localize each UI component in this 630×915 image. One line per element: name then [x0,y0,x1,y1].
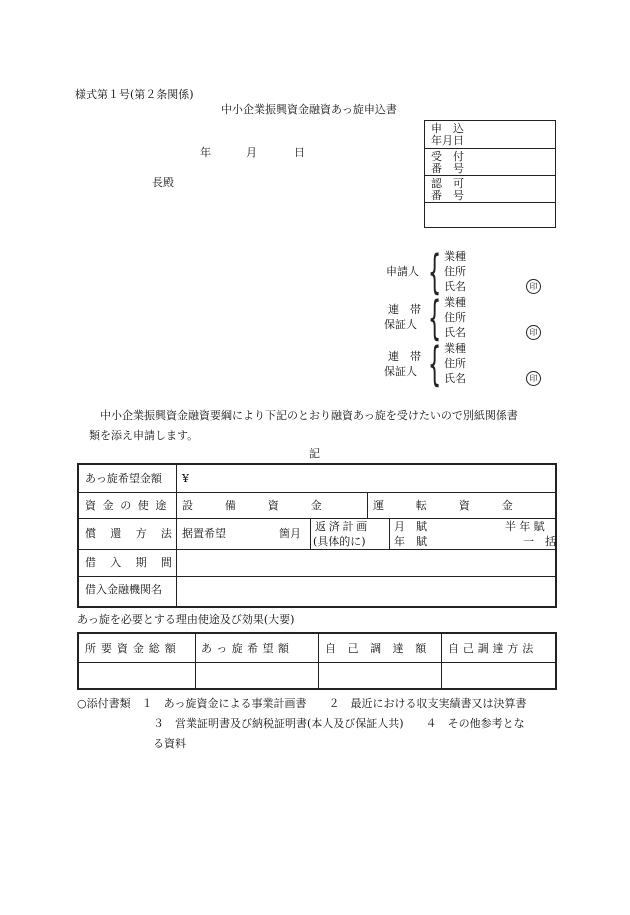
application-date-row [425,121,555,149]
application-date-label-2: 年月日 [431,134,464,147]
repayment-label: 償還方法 [85,527,187,540]
application-date-label-1: 申 込 [431,122,464,135]
form-number: 様式第１号(第２条関係) [75,88,194,101]
reason-label: あっ旋を必要とする理由使途及び効果(大要) [77,613,295,626]
receipt-number-row [425,149,555,176]
request-text-line2: 類を添え申請します。 [89,429,199,442]
loan-details-table [77,463,557,608]
receipt-number-label-2: 番 号 [431,162,464,175]
equipment-fund-label: 設備資金 [182,499,354,512]
guarantor2-label-bottom: 保証人 [384,365,417,378]
approval-number-label-1: 認 可 [431,177,464,190]
monthly-installment-label: 月 賦 [394,520,427,533]
guarantor1-name-label: 氏名 [444,326,466,339]
approval-number-row [425,176,555,203]
date-year-label: 年 [200,146,211,159]
applicant-industry-label: 業種 [444,250,466,263]
yearly-installment-label: 年 賦 [394,535,427,548]
applicant-name-label: 氏名 [444,280,466,293]
receipt-number-label-1: 受 付 [431,150,464,163]
self-funding-method-header: 自己調達方法 [448,642,538,655]
document-title: 中小企業振興資金融資あっ旋申込書 [221,103,397,116]
yen-mark: ¥ [182,472,189,485]
usage-label: 資金の使途 [85,499,173,512]
lump-sum-label: 一 括 [523,535,556,548]
applicant-seal-mark: 印 [526,279,541,294]
reception-box [424,120,556,228]
guarantor1-seal-mark: 印 [526,325,541,340]
guarantor1-brace: { [428,291,442,345]
repayment-plan-detail: (具体的に) [313,535,366,548]
guarantor1-label-top: 連 帯 [388,303,421,316]
operating-fund-label: 運転資金 [373,499,545,512]
guarantor2-name-label: 氏名 [444,372,466,385]
total-required-header: 所要資金総額 [85,642,181,655]
guarantor2-label-top: 連 帯 [388,350,421,363]
loan-period-label: 借入期間 [85,556,187,569]
guarantor2-seal-mark: 印 [526,371,541,386]
amount-label: あっ旋希望金額 [85,472,162,485]
semiannual-installment-label: 半年賦 [505,520,548,533]
addressee: 長殿 [152,176,174,189]
approval-number-label-2: 番 号 [431,189,464,202]
repayment-plan-label: 返済計画 [315,520,370,533]
guarantor1-label-bottom: 保証人 [384,318,417,331]
financial-institution-label: 借入金融機関名 [85,583,162,596]
guarantor2-address-label: 住所 [444,357,466,370]
desired-amount-header: あっ旋希望額 [201,642,294,655]
guarantor2-brace: { [428,337,442,391]
attachments-line3: る資料 [153,737,186,750]
guarantor2-industry-label: 業種 [444,342,466,355]
applicant-address-label: 住所 [444,265,466,278]
request-text-line1: 中小企業振興資金融資要綱により下記のとおり融資あっ旋を受けたいので別紙関係書 [100,409,518,422]
date-month-label: 月 [246,146,257,159]
grace-period-label: 据置希望 [182,527,226,540]
months-label: 箇月 [279,527,301,540]
funding-summary-table [77,632,557,690]
applicant-brace: { [428,245,442,299]
attachments-line2: ３ 営業証明書及び納税証明書(本人及び保証人共) ４ その他参考とな [153,717,525,730]
ki-marker: 記 [309,447,320,460]
guarantor1-address-label: 住所 [444,311,466,324]
date-day-label: 日 [294,146,305,159]
guarantor1-industry-label: 業種 [444,296,466,309]
self-funding-header: 自己調達額 [325,642,438,655]
attachments-line1: ○添付書類 １ あっ旋資金による事業計画書 ２ 最近における収支実績書又は決算書 [77,697,527,710]
applicant-label: 申請人 [386,265,419,278]
